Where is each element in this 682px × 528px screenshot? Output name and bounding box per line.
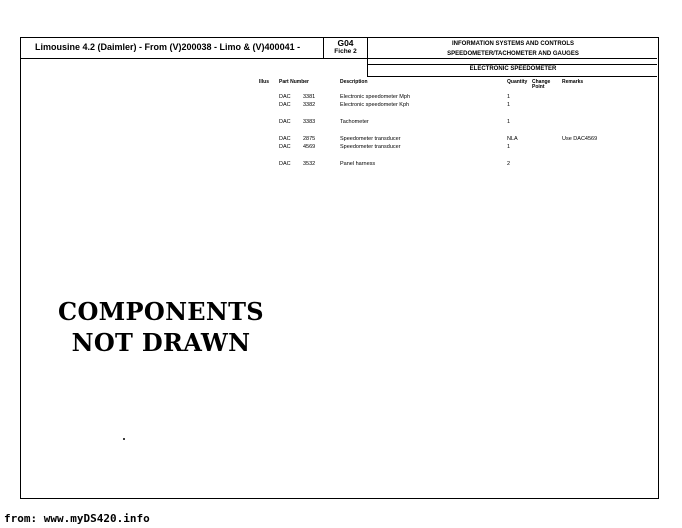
part-quantity: 1 — [507, 94, 511, 100]
stray-dot — [123, 438, 125, 440]
part-prefix: DAC — [279, 161, 291, 167]
fiche-number: Fiche 2 — [334, 48, 357, 55]
part-number: 3381 — [303, 94, 316, 100]
part-number: 3383 — [303, 119, 316, 125]
part-prefix: DAC — [279, 119, 291, 125]
part-row — [21, 119, 658, 127]
part-row — [21, 161, 658, 169]
part-description: Electronic speedometer Kph — [340, 102, 410, 108]
part-prefix: DAC — [279, 94, 291, 100]
col-quantity: Quantity — [507, 79, 528, 85]
part-prefix: DAC — [279, 144, 291, 150]
part-number: 4569 — [303, 144, 316, 150]
part-prefix: DAC — [279, 102, 291, 108]
part-quantity: 1 — [507, 119, 511, 125]
part-description: Tachometer — [340, 119, 369, 125]
notice-line1: COMPONENTS — [58, 297, 264, 326]
components-not-drawn-notice — [41, 296, 281, 358]
page-title: Limousine 4.2 (Daimler) - From (V)200038 - Limo & (V)400041 - — [35, 42, 301, 52]
part-prefix: DAC — [279, 136, 291, 142]
fiche-code-box — [324, 38, 367, 58]
part-row — [21, 94, 658, 102]
notice-line2: NOT DRAWN — [71, 328, 251, 357]
part-remarks: Use DAC4569 — [562, 136, 598, 142]
part-number: 2875 — [303, 136, 316, 142]
section-heading — [368, 39, 658, 59]
part-number: 3532 — [303, 161, 316, 167]
subsection-top-rule — [367, 64, 657, 65]
section-heading-line1: INFORMATION SYSTEMS AND CONTROLS — [452, 41, 574, 47]
section-heading-line2: SPEEDOMETER/TACHOMETER AND GAUGES — [447, 51, 579, 57]
group-code: G04 — [337, 38, 354, 48]
parts-page-frame — [20, 37, 659, 499]
col-part-number: Part Number — [279, 79, 310, 85]
part-description: Electronic speedometer Mph — [340, 94, 411, 100]
part-row — [21, 102, 658, 110]
subsection-bottom-rule — [367, 76, 657, 77]
source-footer: from: www.myDS420.info — [4, 512, 150, 525]
part-row — [21, 144, 658, 152]
subsection-heading: ELECTRONIC SPEEDOMETER — [469, 66, 557, 72]
part-description: Panel harness — [340, 161, 376, 167]
part-description: Speedometer transducer — [340, 144, 401, 150]
part-quantity: NLA — [507, 136, 518, 142]
part-quantity: 1 — [507, 102, 511, 108]
col-illus: Illus — [259, 79, 270, 85]
part-row — [21, 136, 658, 144]
part-description: Speedometer transducer — [340, 136, 401, 142]
part-quantity: 1 — [507, 144, 511, 150]
part-number: 3382 — [303, 102, 316, 108]
col-remarks: Remarks — [562, 79, 584, 85]
col-change-point: Change Point — [532, 79, 551, 90]
part-quantity: 2 — [507, 161, 511, 167]
col-description: Description — [340, 79, 368, 85]
